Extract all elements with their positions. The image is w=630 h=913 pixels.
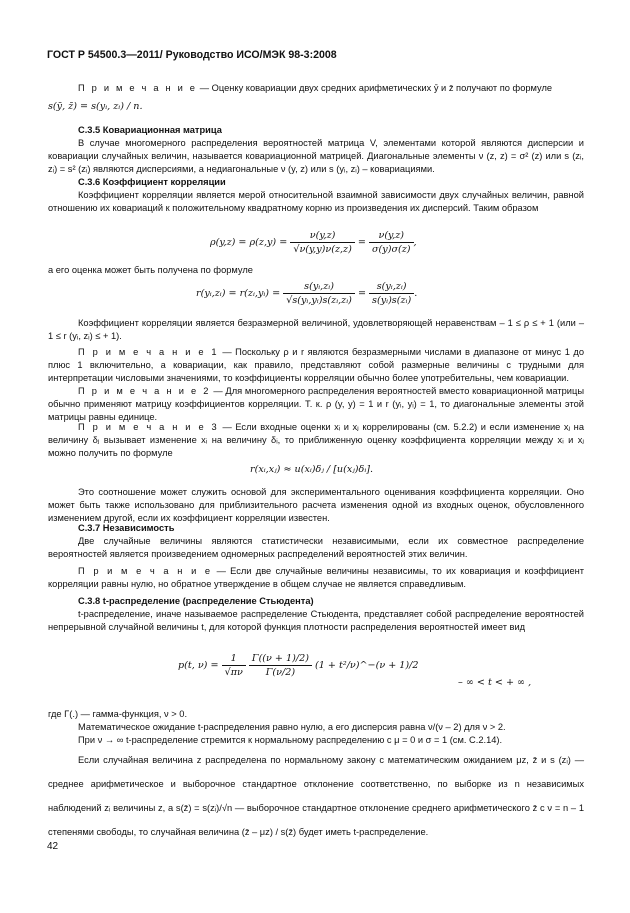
note-text: — Если входные оценки xᵢ и xⱼ коррелированы (см. 5.2.2) и если изменение xⱼ на величину δⱼ вызывает изменение xᵢ на величину δᵢ, то приближенную оценку коэффициента корреляции между xᵢ и xⱼ можно получить по формуле	[48, 422, 584, 458]
note-label: П р и м е ч а н и е 3	[78, 422, 219, 432]
note-independence	[48, 565, 584, 591]
note-text: — Поскольку ρ и r являются безразмерными числами в диапазоне от минус 1 до плюс 1 включительно, а ковариации, как правило, представляют собой размерные величины с трудными для интерпретации числовыми значениями, то коэффициенты корреляции обычно более употребительны, чем ковариации.	[48, 347, 584, 383]
note-label: П р и м е ч а н и е	[78, 566, 213, 576]
frac-denominator: Γ(ν/2)	[265, 667, 296, 678]
estimate-text: а его оценка может быть получена по формуле	[48, 265, 253, 275]
formula-rho-lhs: ρ(y,z) = ρ(z,y) =	[210, 237, 288, 248]
note-text: — Для многомерного распределения вероятностей вместо ковариационной матрицы обычно применяют матрицу коэффициентов корреляции. Т. к. ρ (y, y) = 1 и r (yᵢ, yᵢ) = 1, то диагональные элементы этой матрицы равны единице.	[48, 386, 585, 422]
note-text: — Если две случайные величины независимы, то их ковариация и коэффициент корреляции равны нулю, но обратное утверждение в общем случае не является справедливым.	[48, 566, 585, 589]
formula-rho-frac2	[369, 229, 414, 256]
section-c37-text: Две случайные величины являются статистически независимыми, если их совместное распределение вероятностей является произведением одномерных распределений вероятностей этих величин.	[48, 536, 584, 559]
section-c36-title: С.3.6 Коэффициент корреляции	[78, 177, 226, 187]
page-header: ГОСТ Р 54500.3—2011/ Руководство ИСО/МЭК 98-3:2008	[47, 49, 337, 61]
formula-r-frac1	[283, 280, 355, 307]
section-c36-text: Коэффициент корреляции является мерой относительной взаимной зависимости двух случайных величин, равной отношению их ковариаций к положительному квадратному корню из произведения их дисперсий. Таким образом	[48, 190, 584, 213]
section-c38-text: t-распределение, иначе называемое распределение Стьюдента, представляет собой распределение вероятностей непрерывной случайной величины t, для которой функция плотности распределения вероятностей имеет вид	[48, 609, 584, 632]
formula-t-tail: (1 + t²/ν)^−(ν + 1)/2	[315, 660, 419, 671]
formula-r-lhs: r(yᵢ,zᵢ) = r(zᵢ,yᵢ) =	[196, 288, 281, 299]
frac-denominator: s(yᵢ)s(zᵢ)	[372, 295, 412, 306]
correlation-range-text: Коэффициент корреляции является безразмерной величиной, удовлетворяющей неравенствам – 1 ≤ ρ ≤ + 1 (или – 1 ≤ r (yᵢ, zᵢ) ≤ + 1).	[48, 318, 584, 341]
mean-text: Математическое ожидание t-распределения равно нулю, а его дисперсия равна ν/(ν – 2) для ν > 2.	[78, 722, 506, 732]
note-3	[48, 421, 584, 460]
frac-numerator: s(yᵢ,zᵢ)	[283, 280, 355, 294]
formula-r-frac2	[369, 280, 414, 307]
frac-denominator: √s(yᵢ,yᵢ)s(zᵢ,zᵢ)	[286, 295, 352, 306]
formula-t-range: – ∞ < t < + ∞ ,	[458, 677, 532, 688]
formula-rho-frac1	[290, 229, 355, 256]
formula-t-density	[178, 652, 418, 679]
ratio-text: Это соотношение может служить основой для экспериментального оценивания коэффициента корреляции. Оно может быть также использовано для приблизительного расчета изменения одной из входных оценок, обусловленного изменением другой, если их коэффициент корреляции известен.	[48, 487, 584, 523]
note-label: П р и м е ч а н и е 2	[78, 386, 211, 396]
frac-numerator: ν(y,z)	[369, 229, 414, 243]
note-covariance	[48, 82, 584, 95]
limit-text: При ν → ∞ t-распределение стремится к нормальному распределению с μ = 0 и σ = 1 (см. С.2.14).	[78, 735, 503, 745]
frac-numerator: ν(y,z)	[290, 229, 355, 243]
frac-numerator: Γ((ν + 1)/2)	[249, 652, 312, 666]
section-c37-title: С.3.7 Независимость	[78, 523, 175, 533]
formula-rho: ρ(y,z) = ρ(z,y) = $\frac{\nu(y,z)}{√\nu(y,y)\nu(z,z)}$ = $\frac{\nu(y,z)}{\sigma(y)\sigma(z)}$ ,	[210, 230, 417, 255]
note-label: П р и м е ч а н и е	[78, 83, 198, 93]
section-c38-title: С.3.8 t-распределение (распределение Стьюдента)	[78, 596, 314, 606]
formula-note3: r(xᵢ,xⱼ) ≈ u(xᵢ)δⱼ / [u(xⱼ)δᵢ].	[250, 464, 374, 475]
formula-cov-means: s(ȳ, z̄) = s(yᵢ, zᵢ) / n.	[48, 101, 143, 112]
note-2	[48, 385, 584, 424]
gamma-text: где Γ(.) — гамма-функция, ν > 0.	[48, 709, 188, 719]
page-number: 42	[47, 841, 59, 852]
note-1	[48, 346, 584, 385]
frac-numerator: s(yᵢ,zᵢ)	[369, 280, 414, 294]
section-c35-text: В случае многомерного распределения вероятностей матрица V, элементами которой являются дисперсии и ковариации случайных величин, называется ковариационной матрицей. Диагональные элементы ν (z, z) = σ² (z) или s (zᵢ, zᵢ) = s² (zᵢ) являются дисперсиями, а недиагональные ν (y, z) или s (yᵢ, zᵢ) – ковариациями.	[48, 138, 584, 174]
formula-r: r(yᵢ,zᵢ) = r(zᵢ,yᵢ) = $\frac{\text{s(yᵢ,zᵢ)}}{\text{√s(yᵢ,yᵢ)s(zᵢ,zᵢ)}}$ = $\frac{\text{s(yᵢ,zᵢ)}}{\text{s(yᵢ)s(zᵢ)}}$ .	[196, 281, 418, 306]
note-label: П р и м е ч а н и е 1	[78, 347, 219, 357]
frac-numerator: 1	[222, 652, 246, 666]
formula-t-gamma	[249, 652, 312, 679]
frac-denominator: √πν	[224, 667, 243, 678]
frac-denominator: σ(y)σ(z)	[372, 244, 411, 255]
note-text: — Оценку ковариации двух средних арифметических ȳ и z̄ получают по формуле	[197, 83, 553, 93]
formula-t-coef	[222, 652, 246, 679]
frac-denominator: √ν(y,y)ν(z,z)	[293, 244, 352, 255]
formula-t-lhs: p(t, ν) =	[178, 660, 219, 671]
last-paragraph: Если случайная величина z распределена по нормальному закону с математическим ожиданием μz, z̄ и s (zᵢ) — среднее арифметическое и выборочное стандартное отклонение соответственно, по выборке из n независимых наблюдений zᵢ величины z, а s(z̄) = s(zᵢ)/√n — выборочное стандартное отклонение среднего арифметического z̄ с ν = n – 1 степенями свободы, то случайная величина (z̄ – μz) / s(z̄) будет иметь t-распределение.	[48, 755, 584, 837]
section-c35-title: С.3.5 Ковариационная матрица	[78, 125, 222, 135]
